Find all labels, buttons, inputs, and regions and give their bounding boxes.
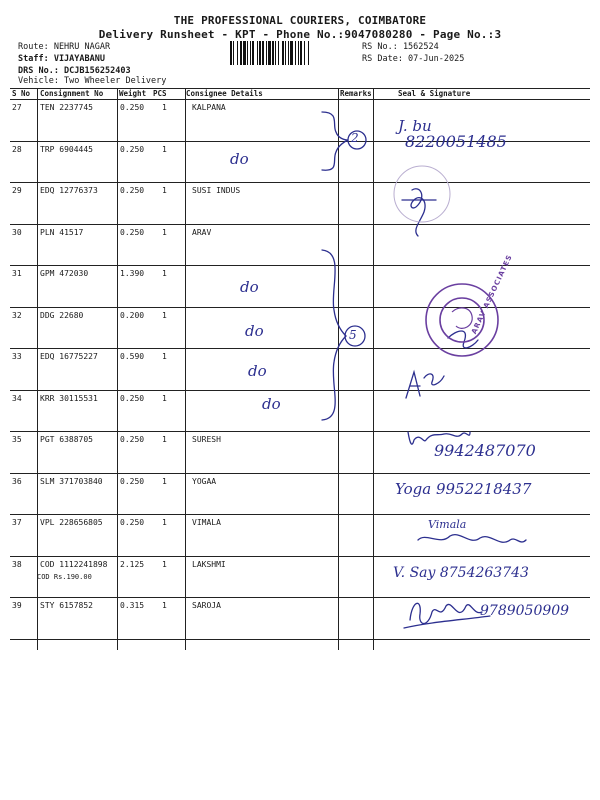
row-weight: 0.250 xyxy=(120,476,145,486)
row-pcs: 1 xyxy=(162,227,167,237)
row-pcs: 1 xyxy=(162,393,167,403)
stamp-text: ARAV ASSOCIATES xyxy=(470,253,515,336)
row-divider xyxy=(10,514,590,515)
row-consignee: SAROJA xyxy=(192,601,221,610)
row-sno: 27 xyxy=(12,103,22,112)
row-consignment-no: GPM 472030 xyxy=(40,269,89,278)
col-header-pcs: PCS xyxy=(153,89,167,98)
col-header-remarks: Remarks xyxy=(340,89,372,98)
row-consignee: VIMALA xyxy=(192,518,221,527)
row-sno: 32 xyxy=(12,310,22,320)
signature-row39 xyxy=(404,616,490,628)
signature-row36: Yoga 9952218437 xyxy=(395,480,532,498)
cod-amount-note: COD Rs.190.00 xyxy=(37,572,92,581)
row-pcs: 1 xyxy=(162,518,167,527)
row-divider xyxy=(10,597,590,598)
row-sno: 29 xyxy=(12,186,22,195)
col-header-consignee: Consignee Details xyxy=(186,89,263,98)
drs-label: DRS No.: DCJB156252403 xyxy=(18,66,131,76)
row-pcs: 1 xyxy=(162,310,167,320)
row-divider xyxy=(10,473,590,474)
phone-row39: 9789050909 xyxy=(480,603,570,619)
phone-row28: 8220051485 xyxy=(405,132,507,151)
column-divider xyxy=(373,88,374,650)
row-consignment-no: DDG 22680 xyxy=(40,310,84,320)
staff-label: Staff: VIJAYABANU xyxy=(18,54,105,64)
col-header-consignment: Consignment No xyxy=(40,89,104,98)
row-consignee: SUSI INDUS xyxy=(192,186,241,195)
row-pcs: 1 xyxy=(162,186,167,195)
ditto-mark: do xyxy=(230,150,249,168)
row-sno: 28 xyxy=(12,144,22,154)
row-weight: 0.250 xyxy=(120,103,145,112)
row-consignment-no: EDQ 12776373 xyxy=(40,186,98,195)
row-consignee: ARAV xyxy=(192,227,212,237)
row-divider xyxy=(10,556,590,557)
row-weight: 0.250 xyxy=(120,186,145,195)
row-weight: 2.125 xyxy=(120,559,145,569)
row-sno: 34 xyxy=(12,393,22,403)
company-title: THE PROFESSIONAL COURIERS, COIMBATORE xyxy=(173,14,427,27)
col-header-seal: Seal & Signature xyxy=(398,89,471,98)
row-pcs: 1 xyxy=(162,601,167,610)
row-sno: 35 xyxy=(12,435,22,444)
signature-row28: J. bu xyxy=(398,117,432,135)
row-consignment-no: COD 1112241898 xyxy=(40,559,108,569)
column-divider xyxy=(185,88,186,650)
row-weight: 0.250 xyxy=(120,227,145,237)
column-divider xyxy=(37,88,38,650)
row-weight: 0.250 xyxy=(120,393,145,403)
row-divider xyxy=(10,348,590,349)
col-header-sno: S No xyxy=(12,89,31,98)
row-weight: 0.250 xyxy=(120,435,145,444)
row-pcs: 1 xyxy=(162,476,167,486)
row-sno: 39 xyxy=(12,601,22,610)
column-divider xyxy=(117,88,118,650)
row-consignment-no: STY 6157852 xyxy=(40,601,93,610)
ditto-mark: do xyxy=(262,395,281,413)
row-divider xyxy=(10,639,590,640)
row-pcs: 1 xyxy=(162,559,167,569)
row-sno: 31 xyxy=(12,269,22,278)
row-pcs: 1 xyxy=(162,352,167,361)
row-sno: 33 xyxy=(12,352,22,361)
row-pcs: 1 xyxy=(162,269,167,278)
group-count-2: 2 xyxy=(351,131,359,145)
column-divider xyxy=(338,88,339,650)
row-consignment-no: PLN 41517 xyxy=(40,227,84,237)
row-weight: 1.390 xyxy=(120,269,145,278)
row-consignment-no: PGT 6388705 xyxy=(40,435,93,444)
signature-row39 xyxy=(410,603,482,623)
row-weight: 0.250 xyxy=(120,144,145,154)
row-consignment-no: EDQ 16775227 xyxy=(40,352,98,361)
barcode xyxy=(230,41,354,65)
row-consignment-no: SLM 371703840 xyxy=(40,476,103,486)
ditto-mark: do xyxy=(245,322,264,340)
row-pcs: 1 xyxy=(162,435,167,444)
row-sno: 30 xyxy=(12,227,22,237)
row-consignee: YOGAA xyxy=(192,476,217,486)
row-divider xyxy=(10,390,590,391)
row-weight: 0.315 xyxy=(120,601,145,610)
signature-row38: V. Say 8754263743 xyxy=(393,565,529,581)
row-consignment-no: TEN 2237745 xyxy=(40,103,93,112)
col-header-weight: Weight xyxy=(119,89,147,98)
ditto-mark: do xyxy=(240,278,259,296)
row-sno: 36 xyxy=(12,476,22,486)
row-divider xyxy=(10,182,590,183)
rs-number: RS No.: 1562524 xyxy=(362,42,439,52)
row-weight: 0.590 xyxy=(120,352,145,361)
group-count-5: 5 xyxy=(349,328,357,342)
row-consignee: LAKSHMI xyxy=(192,559,226,569)
row-divider xyxy=(10,431,590,432)
signature-row29 xyxy=(411,189,425,236)
row-consignment-no: TRP 6904445 xyxy=(40,144,93,154)
vehicle-label: Vehicle: Two Wheeler Delivery xyxy=(18,76,167,86)
row-consignee: KALPANA xyxy=(192,103,226,112)
signature-row37: Vimala xyxy=(428,518,467,531)
route-label: Route: NEHRU NAGAR xyxy=(18,42,111,52)
row-pcs: 1 xyxy=(162,103,167,112)
row-sno: 37 xyxy=(12,518,22,527)
rs-date: RS Date: 07-Jun-2025 xyxy=(362,54,465,64)
barcode-bar xyxy=(309,41,310,65)
table-header-border xyxy=(10,99,590,100)
row-divider xyxy=(10,224,590,225)
signature-row37 xyxy=(418,535,526,543)
row-weight: 0.250 xyxy=(120,518,145,527)
row-sno: 38 xyxy=(12,559,22,569)
brace-mark xyxy=(322,250,346,420)
runsheet-subtitle: Delivery Runsheet - KPT - Phone No.:9047080280 - Page No.:3 xyxy=(98,28,502,41)
row-weight: 0.200 xyxy=(120,310,145,320)
row-consignment-no: VPL 228656805 xyxy=(40,518,103,527)
row-consignee: SURESH xyxy=(192,435,221,444)
row-divider xyxy=(10,307,590,308)
row-pcs: 1 xyxy=(162,144,167,154)
ditto-mark: do xyxy=(248,362,267,380)
phone-row35: 9942487070 xyxy=(434,441,536,460)
faded-stamp xyxy=(394,166,450,222)
signature-row33 xyxy=(406,372,444,398)
row-consignment-no: KRR 30115531 xyxy=(40,393,98,403)
